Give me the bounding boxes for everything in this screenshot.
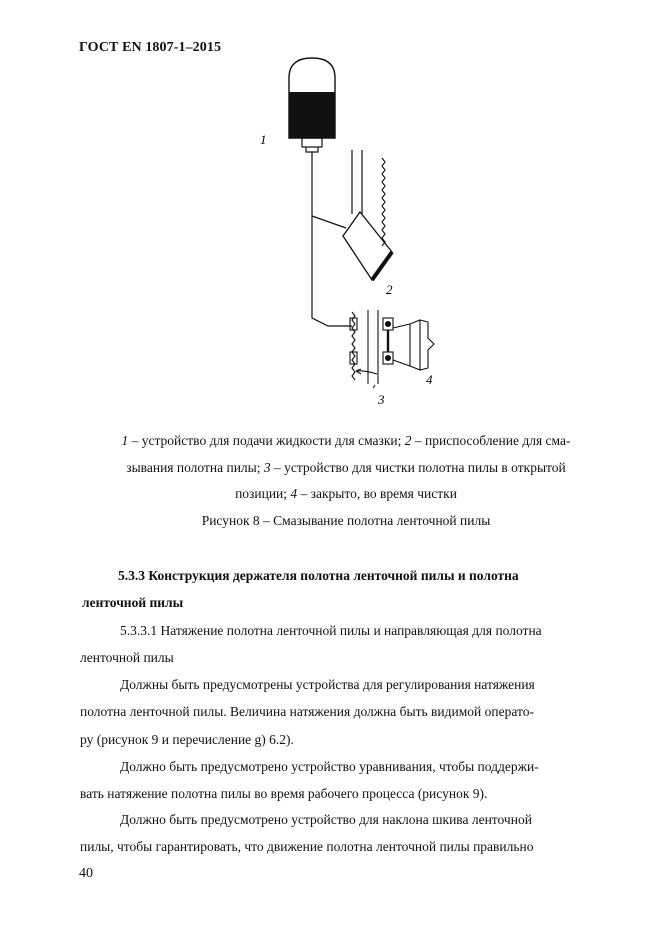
paragraph-2 xyxy=(80,753,614,808)
caption-item-number: 2 xyxy=(404,433,412,448)
lubricating-pad xyxy=(343,212,392,280)
paragraph-text: Должно быть предусмотрено устройство уравнивания, чтобы поддержи- xyxy=(120,759,539,774)
cleaning-device xyxy=(350,310,434,384)
caption-item-number: 4 xyxy=(290,486,298,501)
paragraph-1 xyxy=(80,671,614,753)
paragraph-text: Должны быть предусмотрены устройства для регулирования натяжения xyxy=(120,677,535,692)
feed-tube xyxy=(312,152,352,326)
figure-label-3: 3 xyxy=(378,392,385,407)
caption-item-number: 3 xyxy=(263,459,271,475)
paragraph-line xyxy=(80,806,614,833)
paragraph-3 xyxy=(80,806,614,861)
figure-label-1: 1 xyxy=(260,132,267,147)
reservoir-liquid xyxy=(289,92,335,138)
paragraph-line: вать натяжение полотна пилы во время рабочего процесса (рисунок 9). xyxy=(80,786,488,802)
figure-label-2: 2 xyxy=(386,282,393,297)
reservoir-nozzle xyxy=(302,138,322,147)
figure-title: Рисунок 8 – Смазывание полотна ленточной пилы xyxy=(201,512,491,528)
page-number: 40 xyxy=(79,866,93,881)
caption-line-3 xyxy=(70,481,622,508)
figure-label-4: 4 xyxy=(426,372,433,387)
caption-item-text: – приспособление для сма- xyxy=(411,433,571,448)
saw-blade-upper xyxy=(382,158,385,246)
caption-item-text: – закрыто, во время чистки xyxy=(297,486,457,501)
subsection-heading xyxy=(80,617,614,672)
subsection-line-2: ленточной пилы xyxy=(80,650,174,666)
paragraph-line xyxy=(80,753,614,780)
document-header: ГОСТ EN 1807-1–2015 xyxy=(79,40,222,55)
caption-item-text: позиции; xyxy=(235,486,291,501)
lubrication-figure xyxy=(0,0,661,420)
feed-branch xyxy=(312,216,346,228)
caption-item-text: – устройство для подачи жидкости для смазки; xyxy=(128,433,405,448)
section-heading-line-1: 5.3.3 Конструкция держателя полотна ленточной пилы и полотна xyxy=(118,568,519,583)
caption-line-2 xyxy=(70,455,622,482)
paragraph-text: Должно быть предусмотрено устройство для наклона шкива ленточной xyxy=(120,812,532,827)
paragraph-line xyxy=(80,671,614,698)
caption-item-text: – устройство для чистки полотна пилы в открытой xyxy=(270,459,566,475)
caption-line-1 xyxy=(70,428,622,455)
paragraph-line: полотна ленточной пилы. Величина натяжения должна быть видимой операто- xyxy=(80,704,534,720)
caption-item-text: зывания полотна пилы; xyxy=(126,459,264,475)
paragraph-line: ру (рисунок 9 и перечисление g) 6.2). xyxy=(80,731,294,747)
section-heading xyxy=(80,561,620,618)
subsection-line-1 xyxy=(80,617,614,644)
subsection-text: 5.3.3.1 Натяжение полотна ленточной пилы и направляющая для полотна xyxy=(120,623,542,638)
section-heading-line-2: ленточной пилы xyxy=(82,595,184,610)
figure-caption xyxy=(70,428,622,534)
paragraph-line: пилы, чтобы гарантировать, что движение полотна ленточной пилы правильно xyxy=(80,839,534,855)
caption-item-number: 1 xyxy=(121,433,129,448)
